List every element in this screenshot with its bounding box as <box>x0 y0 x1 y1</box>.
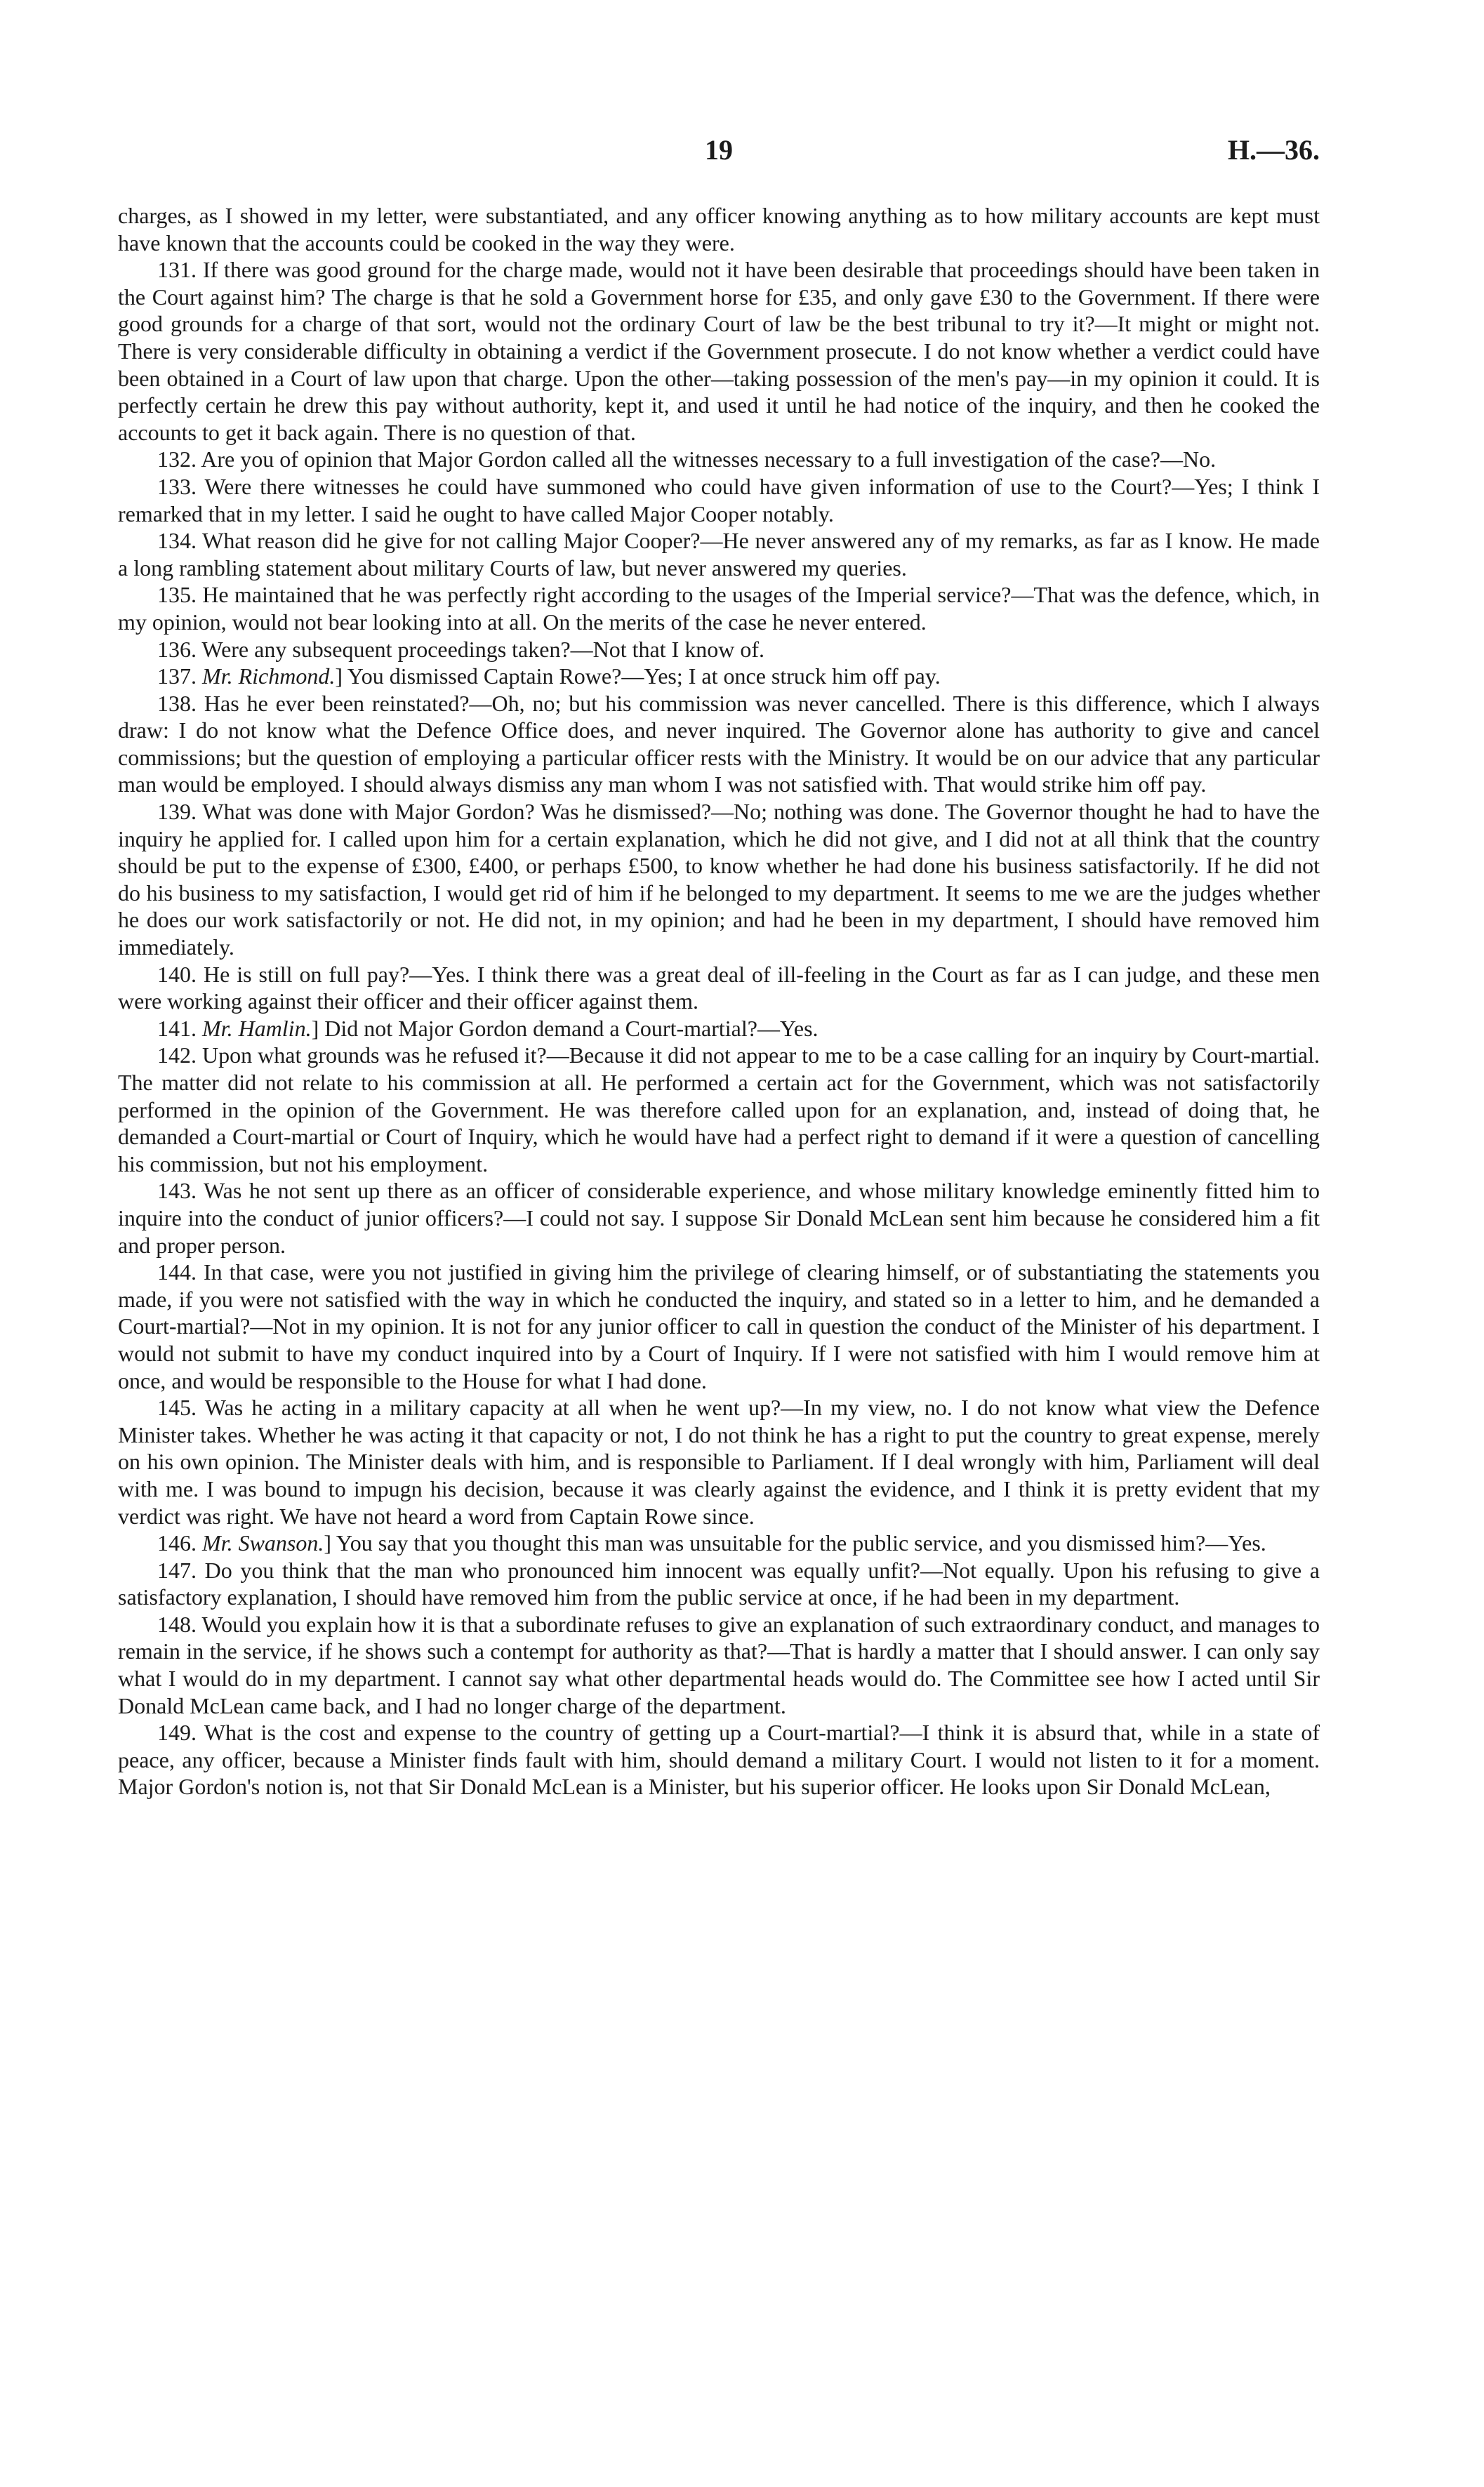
paragraph-text: Did not Major Gordon demand a Court-martial?—Yes. <box>324 1015 819 1041</box>
question-paragraph <box>118 1177 1320 1259</box>
question-paragraph <box>118 256 1320 446</box>
paragraph-text: You say that you thought this man was unsuitable for the public service, and you dismissed him?—Yes. <box>336 1530 1266 1556</box>
question-number: 149. <box>157 1720 197 1746</box>
page-number: 19 <box>705 134 733 166</box>
question-paragraph <box>118 1394 1320 1530</box>
question-number: 133. <box>157 473 197 499</box>
question-paragraph <box>118 527 1320 581</box>
page-header <box>118 133 1320 175</box>
paragraph-text: Were there witnesses he could have summoned who could have given information of use to the Court?—Yes; I think I remarked that in my letter. I said he ought to have called Major Cooper notably. <box>118 473 1320 526</box>
paragraph-text: What was done with Major Gordon? Was he dismissed?—No; nothing was done. The Governor thought he had to have the inquiry he applied for. I called upon him for a certain explanation, which he did not give, and I did not at all think that the country should be put to the expense of £300, £400, or perhaps £500, to know whether he had done his business satisfactorily. If he did not do his business to my satisfaction, I would get rid of him if he belonged to my department. It seems to me we are the judges whether he does our work satisfactorily or not. He did not, in my opinion; and had he been in my department, I should have removed him immediately. <box>118 799 1320 960</box>
question-paragraph <box>118 473 1320 527</box>
question-number: 141. <box>157 1015 197 1041</box>
question-number: 136. <box>157 636 197 662</box>
paragraph-text: Was he not sent up there as an officer of considerable experience, and whose military knowledge eminently fitted him to inquire into the conduct of junior officers?—I could not say. I suppose Sir Donald McLean sent him because he considered him a fit and proper person. <box>118 1178 1320 1258</box>
question-paragraph <box>118 1042 1320 1177</box>
paragraph-text: Has he ever been reinstated?—Oh, no; but his commission was never cancelled. There is this difference, which I always draw: I do not know what the Defence Office does, and never inquired. The Governor alone has authority to give and cancel commissions; but the question of employing a particular officer rests with the Ministry. It would be on our advice that any particular man would be employed. I should always dismiss any man whom I was not satisfied with. That would strike him off pay. <box>118 690 1320 797</box>
paragraph-text: Are you of opinion that Major Gordon called all the witnesses necessary to a full investigation of the case?—No. <box>201 446 1217 472</box>
question-number: 138. <box>157 690 197 716</box>
question-paragraph <box>118 690 1320 798</box>
body-text <box>118 202 1320 1800</box>
question-number: 131. <box>157 257 197 283</box>
question-paragraph: 146. Mr. Swanson.] You say that you thought this man was unsuitable for the public service, and you dismissed him?—Yes. <box>157 1530 1266 1556</box>
paragraph-text: Do you think that the man who pronounced him innocent was equally unfit?—Not equally. Upon his refusing to give a satisfactory explanation, I should have removed him from the public service at once, if he had been in my department. <box>118 1557 1320 1610</box>
paragraph-text: Were any subsequent proceedings taken?—Not that I know of. <box>201 636 765 662</box>
paragraph-text: Was he acting in a military capacity at all when he went up?—In my view, no. I do not know what view the Defence Minister takes. Whether he was acting it that capacity or not, I do not think he has a right to put the country to great expense, merely on his own opinion. The Minister deals with him, and is responsible to Parliament. If I deal wrongly with him, Parliament will deal with me. I was bound to impugn his decision, because it was clearly against the evidence, and I think it is pretty evident that my verdict was right. We have not heard a word from Captain Rowe since. <box>118 1395 1320 1529</box>
paragraph-text: If there was good ground for the charge made, would not it have been desirable that proceedings should have been taken in the Court against him? The charge is that he sold a Government horse for £35, and only gave £30 to the Government. If there were good grounds for a charge of that sort, would not the ordinary Court of law be the best tribunal to try it?—It might or might not. There is very considerable difficulty in obtaining a verdict if the Government prosecute. I do not know whether a verdict could have been obtained in a Court of law upon that charge. Upon the other—taking possession of the men's pay—in my opinion it could. It is perfectly certain he drew this pay without authority, kept it, and used it until he had notice of the inquiry, and then he cooked the accounts to get it back again. There is no question of that. <box>118 257 1320 445</box>
question-paragraph <box>118 1611 1320 1719</box>
question-paragraph <box>118 798 1320 961</box>
question-paragraph <box>118 636 1320 663</box>
question-paragraph <box>118 202 1320 256</box>
paragraph-text: What reason did he give for not calling Major Cooper?—He never answered any of my remarks, as far as I know. He made a long rambling statement about military Courts of law, but never answered my queries. <box>118 528 1320 581</box>
question-paragraph <box>118 446 1320 473</box>
paragraph-text: Upon what grounds was he refused it?—Because it did not appear to me to be a case calling for an inquiry by Court-martial. The matter did not relate to his commission at all. He performed a certain act for the Government, which was not satisfactorily performed in the opinion of the Government. He was therefore called upon for an explanation, and, instead of doing that, he demanded a Court-martial or Court of Inquiry, which he would have had a perfect right to demand if it were a question of cancelling his commission, but not his employment. <box>118 1042 1320 1176</box>
question-number: 140. <box>157 961 197 987</box>
question-number: 147. <box>157 1557 197 1583</box>
question-paragraph <box>118 1259 1320 1394</box>
question-paragraph: 141. Mr. Hamlin.] Did not Major Gordon demand a Court-martial?—Yes. <box>157 1015 819 1041</box>
question-number: 132. <box>157 446 197 472</box>
question-number: 148. <box>157 1611 197 1637</box>
question-paragraph <box>118 1719 1320 1800</box>
paragraph-text: You dismissed Captain Rowe?—Yes; I at once struck him off pay. <box>347 663 941 689</box>
question-number: 145. <box>157 1395 197 1421</box>
paragraph-text: He is still on full pay?—Yes. I think there was a great deal of ill-feeling in the Court as far as I can judge, and these men were working against their officer and their officer against them. <box>118 961 1320 1014</box>
speaker-name: Mr. Hamlin. <box>202 1015 312 1041</box>
question-number: 134. <box>157 528 197 554</box>
paragraph-text: In that case, were you not justified in giving him the privilege of clearing himself, or of substantiating the statements you made, if you were not satisfied with the way in which he conducted the inquiry, and stated so in a letter to him, and he demanded a Court-martial?—Not in my opinion. It is not for any junior officer to call in question the conduct of the Minister of his department. I would not submit to have my conduct inquired into by a Court of Inquiry. If I were not satisfied with him I would remove him at once, and would be responsible to the House for what I had done. <box>118 1259 1320 1393</box>
question-number: 144. <box>157 1259 197 1285</box>
question-number: 142. <box>157 1042 197 1068</box>
question-number: 137. <box>157 663 197 689</box>
paragraph-text: He maintained that he was perfectly right according to the usages of the Imperial service?—That was the defence, which, in my opinion, would not bear looking into at all. On the merits of the case he never entered. <box>118 582 1320 635</box>
question-number: 135. <box>157 582 197 608</box>
document-page <box>118 0 1320 2487</box>
paragraph-text: Would you explain how it is that a subordinate refuses to give an explanation of such extraordinary conduct, and manages to remain in the service, if he shows such a contempt for authority as that?—That is hardly a matter that I should answer. I can only say what I would do in my department. I cannot say what other departmental heads would do. The Committee see how I acted until Sir Donald McLean came back, and I had no longer charge of the department. <box>118 1611 1320 1718</box>
speaker-name: Mr. Swanson. <box>202 1530 324 1556</box>
question-paragraph <box>118 581 1320 635</box>
question-paragraph <box>118 1557 1320 1611</box>
paragraph-text: charges, as I showed in my letter, were substantiated, and any officer knowing anything as to how military accounts are kept must have known that the accounts could be cooked in the way they were. <box>118 203 1320 256</box>
paper-reference: H.—36. <box>1227 134 1320 166</box>
question-paragraph <box>118 961 1320 1015</box>
question-number: 146. <box>157 1530 197 1556</box>
speaker-name: Mr. Richmond. <box>202 663 336 689</box>
question-number: 143. <box>157 1178 197 1204</box>
paragraph-text: What is the cost and expense to the country of getting up a Court-martial?—I think it is absurd that, while in a state of peace, any officer, because a Minister finds fault with him, should demand a military Court. I would not listen to it for a moment. Major Gordon's notion is, not that Sir Donald McLean is a Minister, but his superior officer. He looks upon Sir Donald McLean, <box>118 1720 1320 1800</box>
question-paragraph: 137. Mr. Richmond.] You dismissed Captain Rowe?—Yes; I at once struck him off pay. <box>157 663 941 689</box>
question-number: 139. <box>157 799 197 825</box>
